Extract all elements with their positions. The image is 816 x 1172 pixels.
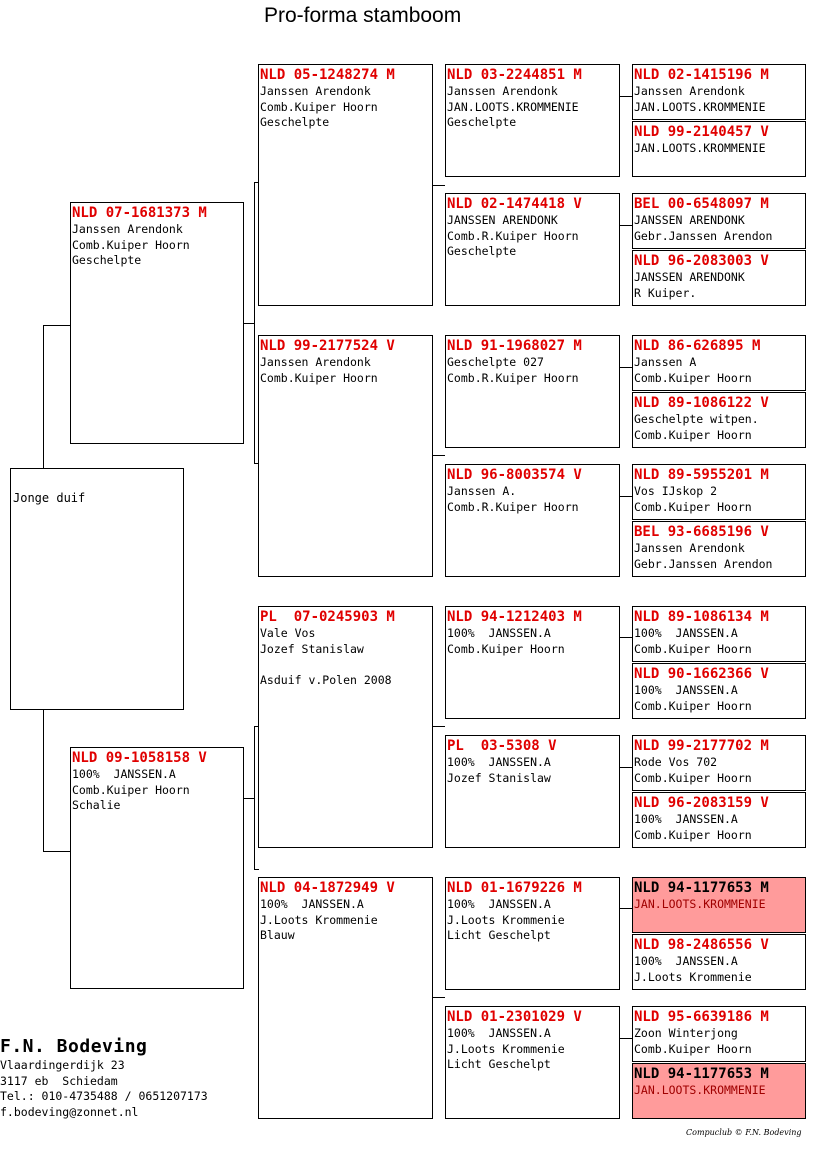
info-line: Geschelpte witpen. xyxy=(634,412,759,426)
subject-card[interactable] xyxy=(10,468,184,710)
info-line: 100% JANSSEN.A xyxy=(634,683,738,697)
connector xyxy=(619,367,632,368)
grandparent-card[interactable] xyxy=(258,877,433,1119)
ancestor-card-highlighted[interactable] xyxy=(632,1063,806,1119)
connector xyxy=(43,325,44,469)
info-line: 100% JANSSEN.A xyxy=(634,954,738,968)
ring-number: NLD 95-6639186 M xyxy=(634,1009,769,1025)
great-grandparent-card[interactable] xyxy=(445,606,620,719)
info-line: Comb.Kuiper Hoorn xyxy=(634,698,752,713)
owner-name: F.N. Bodeving xyxy=(0,1036,148,1057)
info-line: Jozef Stanislaw xyxy=(447,770,551,785)
ring-number: NLD 99-2140457 V xyxy=(634,124,769,140)
ring-number: NLD 96-2083159 V xyxy=(634,795,769,811)
info-line: 100% JANSSEN.A xyxy=(260,897,364,911)
page-title: Pro-forma stamboom xyxy=(264,4,462,27)
ring-number: NLD 96-8003574 V xyxy=(447,467,582,483)
parent-card-mother[interactable] xyxy=(70,747,244,989)
connector xyxy=(43,325,71,326)
great-grandparent-card[interactable] xyxy=(445,464,620,577)
info-line: Schalie xyxy=(72,798,121,812)
info-line: JANSSEN ARENDONK xyxy=(634,270,745,284)
grandparent-card[interactable] xyxy=(258,335,433,577)
info-line xyxy=(260,657,432,673)
ancestor-card[interactable] xyxy=(632,663,806,719)
ring-number: PL 03-5308 V xyxy=(447,738,557,754)
ring-number: BEL 93-6685196 V xyxy=(634,524,769,540)
connector xyxy=(243,323,255,324)
connector xyxy=(432,726,445,727)
ancestor-card[interactable] xyxy=(632,193,806,249)
info-line: Comb.R.Kuiper Hoorn xyxy=(447,370,579,385)
info-line: J.Loots Krommenie xyxy=(260,912,378,927)
info-line: JAN.LOOTS.KROMMENIE xyxy=(634,99,766,114)
ring-number: NLD 02-1474418 V xyxy=(447,196,582,212)
info-line: 100% JANSSEN.A xyxy=(447,626,551,640)
info-line: Geschelpte 027 xyxy=(447,355,544,369)
ancestor-card[interactable] xyxy=(632,521,806,577)
subject-label: Jonge duif xyxy=(13,491,86,505)
ring-number: NLD 94-1212403 M xyxy=(447,609,582,625)
ancestor-card[interactable] xyxy=(632,792,806,848)
info-line: Geschelpte xyxy=(447,115,517,129)
ring-number: PL 07-0245903 M xyxy=(260,609,395,625)
ancestor-card[interactable] xyxy=(632,392,806,448)
ancestor-card[interactable] xyxy=(632,121,806,177)
ring-number: NLD 96-2083003 V xyxy=(634,253,769,269)
info-line: Blauw xyxy=(260,928,295,942)
connector xyxy=(432,185,445,186)
ancestor-card[interactable] xyxy=(632,606,806,662)
info-line: Comb.Kuiper Hoorn xyxy=(72,237,190,252)
info-line: 100% JANSSEN.A xyxy=(72,767,176,781)
info-line: Comb.Kuiper Hoorn xyxy=(634,427,752,442)
info-line: Licht Geschelpt xyxy=(447,1057,551,1071)
info-line: Janssen A xyxy=(634,355,697,369)
info-line: Jozef Stanislaw xyxy=(260,641,364,656)
info-line: Comb.R.Kuiper Hoorn xyxy=(447,499,579,514)
ring-number: NLD 01-1679226 M xyxy=(447,880,582,896)
info-line: Comb.Kuiper Hoorn xyxy=(634,827,752,842)
info-line: Zoon Winterjong xyxy=(634,1026,738,1040)
info-line: 100% JANSSEN.A xyxy=(634,626,738,640)
great-grandparent-card[interactable] xyxy=(445,193,620,306)
great-grandparent-card[interactable] xyxy=(445,877,620,990)
info-line: Janssen Arendonk xyxy=(447,84,558,98)
connector xyxy=(619,96,632,97)
info-line: 100% JANSSEN.A xyxy=(634,812,738,826)
info-line: Asduif v.Polen 2008 xyxy=(260,672,392,687)
info-line: JANSSEN ARENDONK xyxy=(634,213,745,227)
owner-phone: Tel.: 010-4735488 / 0651207173 xyxy=(0,1089,208,1103)
info-line: JAN.LOOTS.KROMMENIE xyxy=(634,141,766,155)
info-line: R Kuiper. xyxy=(634,285,697,300)
info-line: Comb.Kuiper Hoorn xyxy=(634,641,752,656)
info-line: J.Loots Krommenie xyxy=(447,1041,565,1056)
ancestor-card[interactable] xyxy=(632,64,806,120)
connector xyxy=(619,1038,632,1039)
ring-number: NLD 99-2177524 V xyxy=(260,338,395,354)
info-line: Comb.Kuiper Hoorn xyxy=(260,370,378,385)
ring-number: NLD 01-2301029 V xyxy=(447,1009,582,1025)
info-line: 100% JANSSEN.A xyxy=(447,755,551,769)
info-line: JAN.LOOTS.KROMMENIE xyxy=(634,1083,766,1097)
info-line: J.Loots Krommenie xyxy=(634,969,752,984)
info-line: Vale Vos xyxy=(260,626,316,640)
ring-number: NLD 86-626895 M xyxy=(634,338,761,354)
info-line: Geschelpte xyxy=(72,253,142,267)
info-line: Gebr.Janssen Arendon xyxy=(634,228,773,243)
info-line: Licht Geschelpt xyxy=(447,928,551,942)
ring-number: NLD 03-2244851 M xyxy=(447,67,582,83)
owner-block xyxy=(0,1036,208,1120)
info-line: Geschelpte xyxy=(447,244,517,258)
ring-number: NLD 91-1968027 M xyxy=(447,338,582,354)
footer-credit: Compuclub © F.N. Bodeving xyxy=(686,1128,802,1137)
connector xyxy=(432,997,445,998)
ring-number: NLD 94-1177653 M xyxy=(634,1066,769,1082)
info-line: Comb.Kuiper Hoorn xyxy=(260,99,378,114)
ring-number: NLD 89-5955201 M xyxy=(634,467,769,483)
ring-number: NLD 98-2486556 V xyxy=(634,937,769,953)
info-line: Janssen Arendonk xyxy=(260,84,371,98)
connector xyxy=(254,869,259,870)
info-line: JAN.LOOTS.KROMMENIE xyxy=(634,897,766,911)
connector xyxy=(619,908,632,909)
great-grandparent-card[interactable] xyxy=(445,735,620,848)
ancestor-card[interactable] xyxy=(632,464,806,520)
info-line: Comb.Kuiper Hoorn xyxy=(447,641,565,656)
ancestor-card[interactable] xyxy=(632,335,806,391)
info-line: Janssen Arendonk xyxy=(72,222,183,236)
great-grandparent-card[interactable] xyxy=(445,64,620,177)
info-line: Comb.Kuiper Hoorn xyxy=(634,770,752,785)
info-line: 100% JANSSEN.A xyxy=(447,897,551,911)
info-line: Janssen Arendonk xyxy=(634,541,745,555)
owner-email: f.bodeving@zonnet.nl xyxy=(0,1104,139,1119)
info-line: JAN.LOOTS.KROMMENIE xyxy=(447,99,579,114)
great-grandparent-card[interactable] xyxy=(445,1006,620,1119)
info-line: J.Loots Krommenie xyxy=(447,912,565,927)
ancestor-card[interactable] xyxy=(632,250,806,306)
ancestor-card[interactable] xyxy=(632,1006,806,1062)
ring-number: NLD 02-1415196 M xyxy=(634,67,769,83)
info-line: Geschelpte xyxy=(260,115,330,129)
connector xyxy=(619,225,632,226)
connector xyxy=(43,851,71,852)
ancestor-card-highlighted[interactable] xyxy=(632,877,806,933)
owner-address: Vlaardingerdijk 23 xyxy=(0,1058,125,1072)
info-line: Janssen Arendonk xyxy=(260,355,371,369)
info-line: Rode Vos 702 xyxy=(634,755,718,769)
info-line: Vos IJskop 2 xyxy=(634,484,718,498)
info-line: Comb.Kuiper Hoorn xyxy=(72,782,190,797)
ring-number: NLD 05-1248274 M xyxy=(260,67,395,83)
info-line: Janssen Arendonk xyxy=(634,84,745,98)
connector xyxy=(432,455,445,456)
ring-number: NLD 04-1872949 V xyxy=(260,880,395,896)
info-line: Gebr.Janssen Arendon xyxy=(634,556,773,571)
connector xyxy=(619,637,632,638)
info-line: Comb.Kuiper Hoorn xyxy=(634,1041,752,1056)
connector xyxy=(619,496,632,497)
parent-card-father[interactable] xyxy=(70,202,244,444)
ring-number: NLD 09-1058158 V xyxy=(72,750,207,766)
connector xyxy=(243,798,255,799)
ring-number: NLD 90-1662366 V xyxy=(634,666,769,682)
ring-number: NLD 89-1086122 V xyxy=(634,395,769,411)
connector xyxy=(619,767,632,768)
info-line: Janssen A. xyxy=(447,484,517,498)
info-line: Comb.Kuiper Hoorn xyxy=(634,499,752,514)
ring-number: NLD 89-1086134 M xyxy=(634,609,769,625)
ring-number: NLD 94-1177653 M xyxy=(634,880,769,896)
connector xyxy=(43,709,44,852)
ring-number: NLD 07-1681373 M xyxy=(72,205,207,221)
grandparent-card[interactable] xyxy=(258,606,433,848)
ring-number: NLD 99-2177702 M xyxy=(634,738,769,754)
info-line: JANSSEN ARENDONK xyxy=(447,213,558,227)
grandparent-card[interactable] xyxy=(258,64,433,306)
info-line: Comb.Kuiper Hoorn xyxy=(634,370,752,385)
info-line: 100% JANSSEN.A xyxy=(447,1026,551,1040)
owner-city: 3117 eb Schiedam xyxy=(0,1073,118,1088)
ring-number: BEL 00-6548097 M xyxy=(634,196,769,212)
ancestor-card[interactable] xyxy=(632,735,806,791)
great-grandparent-card[interactable] xyxy=(445,335,620,448)
ancestor-card[interactable] xyxy=(632,934,806,990)
info-line: Comb.R.Kuiper Hoorn xyxy=(447,228,579,243)
